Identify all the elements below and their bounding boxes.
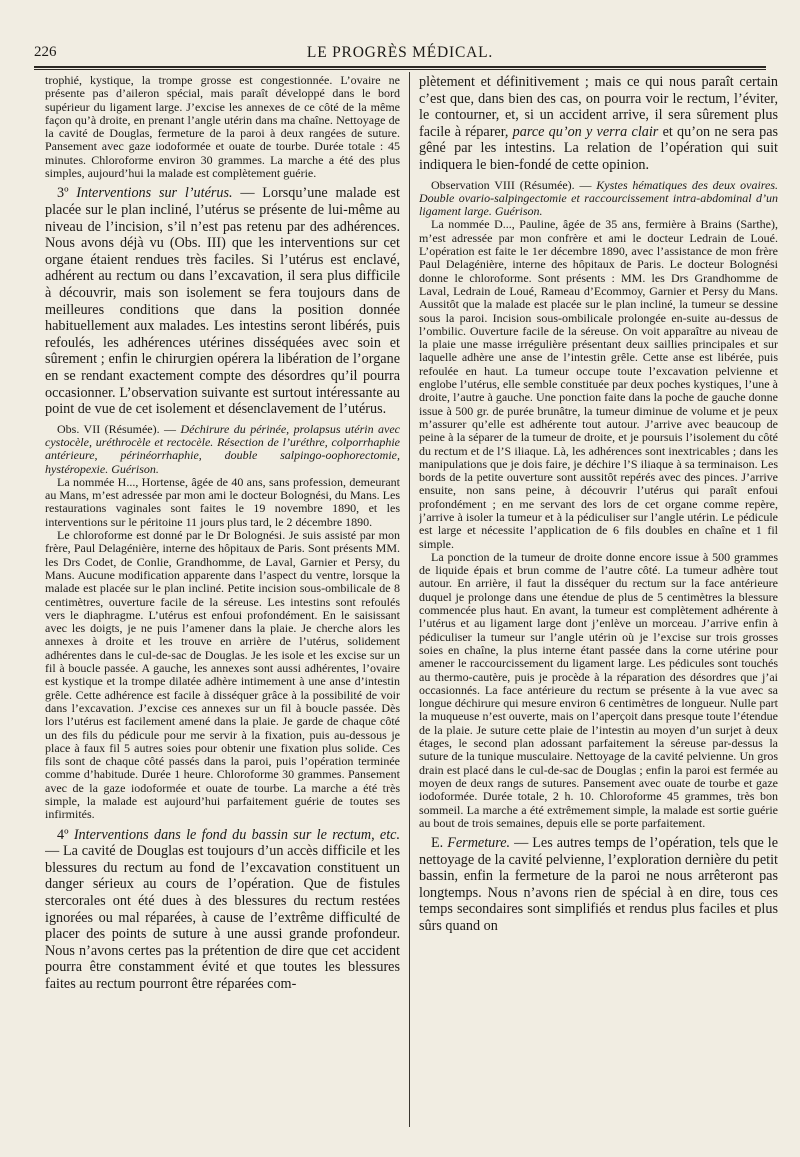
section-text: — Les autres temps de l’opération, tels que le nettoyage de la cavité pelvienne, l’exploration dernière du petit bassin, enfin la fermeture de la paroi ne nous arrêteront pas longtemps. Nous n’avons rien de spécial à en dire, tous ces temps secondaires sont simplifiés et rendus plus faciles et plus sûrs quand on	[419, 835, 778, 935]
section-closure	[419, 835, 778, 935]
section-number: 3º	[57, 185, 69, 202]
section-number: E.	[431, 835, 444, 852]
right-column	[419, 74, 778, 1131]
paragraph-continued: trophié, kystique, la trompe grosse est congestionnée. L’ovaire ne présente pas d’aileron spécial, mais paraît développé dans le bord supérieur du ligament large. J’excise les annexes de ce côté de la même façon qu’à droite, en prenant l’angle utérin dans ma chaîne. Nettoyage de la cavité de Douglas, fermeture de la paroi à deux rangées de suture. Pansement avec gaze iodoformée et ouate de tourbe. Durée totale : 45 minutes. Chloroforme environ 30 grammes. La marche a été des plus simples, aujourd’hui la malade est complètement guérie.	[45, 74, 400, 181]
observation-paragraph: La ponction de la tumeur de droite donne encore issue à 500 grammes de liquide épais et brun comme de l’autre côté. La tumeur adhère tout autour. En arrière, il faut la disséquer du rectum sur la face antérieure duquel je prolonge dans une étendue de plus de 5 centimètres la blessure commencée plus haut. En avant, la tumeur est complètement adhérente à l’utérus et au ligament large dont j’enlève un morceau. J’arrive enfin à pédiculiser la tumeur sur l’angle utérin où je l’excise sur trois grosses soies en chaîne, la plus interne étant passée dans la corne utérine pour amener le raccourcissement du ligament large. Les pédicules sont touchés au thermo-cautère, puis je procède à la réparation des désordres que j’ai occasionnés. La face antérieure du rectum se présente à la vue avec sa longue déchirure qui mesure environ 6 centimètres de longueur. Nulle part la muqueuse n’est ouverte, mais on l’aperçoit dans presque toute l’étendue de la plaie. Je suture cette plaie de l’intestin au moyen d’un surjet à deux étages, le second plan adossant parfaitement la séreuse par-dessus la suture de la tunique musculaire. Nettoyage de la cavité pelvienne. Un gros drain est placé dans le cul-de-sac de Douglas ; enfin la paroi est fermée au moyen de deux rangs de sutures. Pansement avec ouate de tourbe et gaze iodoformée. Durée totale, 2 h. 10. Chloroforme 45 grammes, très bon sommeil. La marche a été extrêmement simple, la malade est sortie guérie au bout de trois semaines, depuis elle se porte parfaitement.	[419, 549, 778, 830]
section-title: Interventions dans le fond du bassin sur le rectum, etc.	[73, 826, 400, 843]
left-column	[45, 74, 400, 1131]
section-title: Fermeture.	[447, 835, 511, 852]
section-uterus	[45, 185, 400, 417]
section-text: — Lorsqu’une malade est placée sur le plan incliné, l’utérus se présente de lui-même au niveau de l’incision, s’il n’est pas retenu par des adhérences. Nous avons déjà vu (Obs. III) que les interventions sur cet organe étaient rendues très faciles. Si l’utérus est enclavé, adhérent au rectum ou dans l’excavation, il sera plus difficile à découvrir, mais son isolement se fera toujours dans de meilleures conditions que dans la position donnée habituellement aux malades. Les intestins seront libérés, puis refoulés, les adhérences utérines disséquées avec soin et sûrement ; enfin le chirurgien opérera la libération de l’organe en se rendant exactement compte des désordres qu’il pourra occasionner. L’observation suivante est surtout intéressante au point de vue de cet isolement et désenclavement de l’utérus.	[45, 185, 400, 418]
emphasis-text: parce qu’on y verra clair	[512, 123, 659, 140]
observation-paragraph: La nommée H..., Hortense, âgée de 40 ans, sans profession, demeurant au Mans, m’est adressée par mon ami le docteur Bolognési, du Mans. Les restaurations vaginales sont faites le 19 novembre 1890, et les interventions sur le péritoine 11 jours plus tard, le 2 décembre 1890.	[45, 474, 400, 529]
header-rule	[34, 66, 766, 68]
observation-title: Déchirure du périnée, prolapsus utérin avec cystocèle, uréthrocèle et rectocèle. Résection de l’uréthre, colporrhaphie antérieure, périnéorrhaphie, double salpingo-oophorectomie, hystéropexie. Guérison.	[45, 421, 400, 476]
observation-label: Obs. VII (Résumée). —	[57, 421, 181, 436]
paragraph-continued	[419, 74, 778, 174]
running-header	[34, 44, 766, 66]
observation-label: Observation VIII (Résumée). —	[431, 177, 597, 192]
journal-title: LE PROGRÈS MÉDICAL.	[306, 44, 494, 61]
observation-paragraph: La nommée D..., Pauline, âgée de 35 ans, fermière à Brains (Sarthe), m’est adressée par mon confrère et ami le docteur Ledrain de Loué. L’opération est faite le 1er décembre 1890, avec l’assistance de mon frère Paul Delagénière, interne des hôpitaux de Paris. Le docteur Bolognési donne le chloroforme. Sont présents : MM. les Drs Grandhomme de Laval, Ledrain de Loué, Rameau d’Ecommoy, Garnier et Persy du Mans. Aussitôt que la malade est placée sur le plan incliné, la tumeur se dessine sous la paroi. Incision sous-ombilicale prolongée en-suite au-dessus de l’ombilic. Ouverture facile de la séreuse. On voit apparaître au niveau de la plaie une masse irrégulière présentant deux saillies principales et sur laquelle adhère une anse de l’intestin grêle. Cette anse est libérée, puis refoulée en haut. La tumeur occupe toute l’excavation pelvienne et englobe l’utérus, elle semble constituée par deux poches kystiques, l’une à droite, l’autre à gauche. Une ponction faite dans la poche de gauche donne issue à 500 gr. de purée brunâtre, la tumeur diminue de volume et je peux m’assurer qu’elle est adhérente tout autour. J’arrive avec beaucoup de peine à la séparer de la tumeur de droite, et je poursuis l’isolement du côté du rectum et de l’S iliaque. Là, les adhérences sont inextricables ; dans les manipulations que je dois faire, je déchire l’S iliaque à sa terminaison. Les bords de la petite ouverture sont aussitôt repérés avec des pinces. J’arrive ensuite, non sans peine, à découvrir l’utérus qui paraît enfoui profondément ; en me servant des lors de cet organe comme repère, j’arrive à isoler la tumeur et à la pédiculiser sur l’angle utérin. Le pédicule est large et nécessite l’application de 6 fils doubles en chaîne et 1 fil simple.	[419, 217, 778, 551]
observation-heading	[45, 423, 400, 476]
paragraph-text: plètement et définitivement ; mais ce qui nous paraît certain c’est que, dans bien des cas, on pourra voir le rectum, l’éviter, le contourner, et, si un accident arrive, il sera sûrement plus facile à réparer,	[419, 74, 778, 140]
column-divider	[409, 72, 410, 1127]
section-title: Interventions sur l’utérus.	[76, 185, 233, 202]
section-number: 4º	[57, 826, 69, 843]
header-rule-thin	[34, 69, 766, 70]
section-text: — La cavité de Douglas est toujours d’un accès difficile et les blessures du rectum au fond de l’excavation constituent un danger sérieux au cours de l’opération. Que de fistules stercorales ont été dues à des blessures du rectum restées ignorées ou mal réparées, à cause de l’extrême difficulté de placer des points de suture à une aussi grande profondeur. Nous n’avons certes pas la prétention de dire que cet accident pourra être constamment évité et que toutes les blessures faites au rectum pourront être réparées com-	[45, 843, 400, 992]
observation-heading	[419, 179, 778, 219]
section-rectum	[45, 827, 400, 993]
page-number: 226	[34, 44, 57, 60]
observation-paragraph: Le chloroforme est donné par le Dr Bolognési. Je suis assisté par mon frère, Paul Delagénière, interne des hôpitaux de Paris. Sont présents MM. les Drs Codet, de Conlie, Grandhomme, de Laval, Garnier et Persy, du Mans. Aucune modification apparente dans l’aspect du ventre, lorsque la malade est placée sur le plan incliné. Petite incision sous-ombilicale de 8 centimètres, ouverture facile de la séreuse. Les intestins sont refoulés vers le diaphragme. L’utérus est enfoui profondément. En le saisissant avec les doigts, je ne puis l’amener dans la plaie. Je cherche alors les annexes à droite et les trouve en arrière de l’utérus, solidement adhérentes dans le cul-de-sac de Douglas. Je les isole et les excise sur un fil à boucle passée. A gauche, les annexes sont aussi adhérentes, l’ovaire est kystique et la trompe dilatée adhère intimement à une anse d’intestin grêle. Cette adhérence est facile à disséquer grâce à la possibilité de voir dans l’excavation. J’excise ces annexes sur un fil à boucle passée. Dès lors l’utérus est facilement amené dans la plaie. Je garde de chaque côté un des fils du pédicule pour me servir à la fixation, puis au-dessous je place à faux fil 5 autres soies pour obtenir une fixation plus solide. Ces fils sont de chaque côté passés dans la paroi, puis l’opération terminée comme d’habitude. Durée 1 heure. Chloroforme 30 grammes. Pansement avec de la gaze iodoformée et ouate de tourbe. La marche a été très simple, la malade est aujourd’hui parfaitement guérie de toutes ses infirmités.	[45, 528, 400, 822]
observation-title: Kystes hématiques des deux ovaires. Double ovario-salpingectomie et raccourcissement intra-abdominal d’un ligament large. Guérison.	[419, 177, 778, 219]
paragraph-text: et qu’on ne sera pas gêné par les intestins. La relation de l’opération qui suit indiquera le bien-fondé de cette opinion.	[419, 123, 778, 173]
